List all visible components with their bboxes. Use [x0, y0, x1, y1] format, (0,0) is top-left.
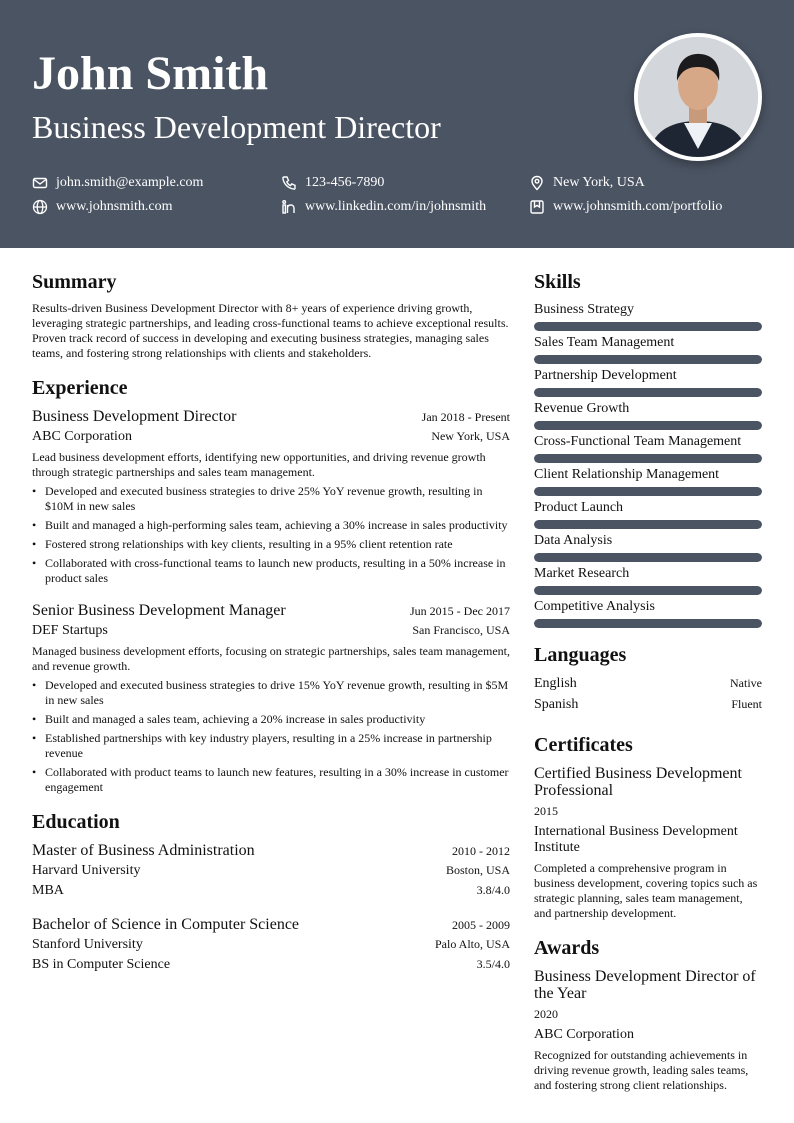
education-dates: 2005 - 2009 — [452, 918, 510, 932]
job-bullet: • Collaborated with cross-functional teams to launch new products, resulting in a 50% increase in product sales — [32, 556, 510, 586]
skill-bar-fill — [534, 421, 762, 430]
awards-heading: Awards — [534, 937, 600, 959]
education-gpa: 3.5/4.0 — [476, 957, 510, 971]
summary-text: Results-driven Business Development Director with 8+ years of experience driving growth, leveraging strategic partnerships, and leading cross-functional teams to achieve exceptional results. Proven track record of success in developing and executing business strategies, managing sales teams, and fostering strong relationships with clients and stakeholders. — [32, 301, 509, 360]
experience-heading: Experience — [32, 377, 128, 399]
skills-heading: Skills — [534, 271, 581, 293]
language-name: English — [534, 676, 577, 691]
linkedin-icon — [281, 199, 297, 215]
contact-location[interactable] — [529, 175, 645, 191]
candidate-title: Business Development Director — [32, 109, 441, 145]
skill-bar-track — [534, 553, 762, 562]
skill-name: Partnership Development — [534, 368, 677, 383]
language-item — [534, 694, 762, 715]
skill-name: Data Analysis — [534, 533, 613, 548]
education-heading: Education — [32, 811, 120, 833]
contact-portfolio[interactable] — [529, 199, 722, 215]
skill-bar-track — [534, 520, 762, 529]
education-item — [32, 915, 510, 975]
job-location: New York, USA — [431, 429, 510, 443]
awards-section — [534, 936, 762, 1093]
education-location: Boston, USA — [445, 863, 510, 877]
mail-icon — [32, 175, 48, 191]
skill-bar-fill — [534, 322, 762, 331]
skill-bar-track — [534, 619, 762, 628]
skill-bar-fill — [534, 388, 762, 397]
job-location: San Francisco, USA — [412, 623, 510, 637]
skill-bar-fill — [534, 355, 762, 364]
award-title: Business Development Director of the Year — [534, 968, 756, 1002]
globe-icon — [32, 199, 48, 215]
award-year: 2020 — [534, 1007, 558, 1021]
education-school: Stanford University — [32, 937, 143, 952]
skill-bar-fill — [534, 619, 762, 628]
job-company: DEF Startups — [32, 623, 108, 638]
skill-name: Market Research — [534, 566, 630, 581]
certificates-heading: Certificates — [534, 734, 633, 756]
skill-name: Product Launch — [534, 500, 624, 515]
skill-item — [534, 301, 762, 331]
skill-item — [534, 466, 762, 496]
skill-bar-track — [534, 322, 762, 331]
job-company: ABC Corporation — [32, 429, 132, 444]
experience-item — [32, 407, 510, 586]
left-column — [32, 270, 510, 975]
job-title: Business Development Director — [32, 408, 237, 425]
job-bullet: • Fostered strong relationships with key clients, resulting in a 95% client retention rate — [32, 537, 510, 552]
education-section — [32, 810, 510, 975]
job-bullets — [32, 678, 510, 795]
profile-photo — [634, 33, 762, 161]
language-level: Fluent — [731, 697, 762, 711]
education-degree: Master of Business Administration — [32, 842, 255, 859]
skill-item — [534, 499, 762, 529]
job-dates: Jun 2015 - Dec 2017 — [410, 604, 510, 618]
job-title: Senior Business Development Manager — [32, 602, 286, 619]
skills-section — [534, 270, 762, 628]
certificate-item — [534, 765, 762, 921]
skill-item — [534, 334, 762, 364]
skill-item — [534, 598, 762, 628]
contact-linkedin-text: www.linkedin.com/in/johnsmith — [305, 199, 487, 214]
language-level: Native — [730, 676, 762, 690]
candidate-name: John Smith — [32, 47, 269, 100]
skill-name: Revenue Growth — [534, 401, 630, 416]
education-field: MBA — [32, 883, 64, 898]
skill-bar-fill — [534, 553, 762, 562]
skill-bar-track — [534, 388, 762, 397]
languages-heading: Languages — [534, 644, 627, 666]
skill-name: Client Relationship Management — [534, 467, 720, 482]
language-name: Spanish — [534, 697, 579, 712]
job-bullets — [32, 484, 510, 586]
certificate-description: Completed a comprehensive program in business development, covering topics such as strategic planning, sales team management, and partnership development. — [534, 861, 758, 920]
profile-photo-illustration — [638, 37, 758, 157]
skill-bar-track — [534, 355, 762, 364]
experience-section — [32, 376, 510, 795]
job-dates: Jan 2018 - Present — [421, 410, 510, 424]
skill-bar-track — [534, 586, 762, 595]
resume-header — [0, 0, 794, 248]
education-item — [32, 841, 510, 901]
award-item — [534, 968, 762, 1093]
right-column — [534, 270, 762, 1093]
language-item — [534, 673, 762, 694]
skill-bar-fill — [534, 487, 762, 496]
contact-linkedin[interactable] — [281, 199, 486, 215]
skill-bar-track — [534, 421, 762, 430]
job-bullet: • Built and managed a sales team, achieving a 20% increase in sales productivity — [32, 712, 510, 727]
education-gpa: 3.8/4.0 — [476, 883, 510, 897]
contact-location-text: New York, USA — [553, 175, 645, 190]
job-bullet: • Established partnerships with key industry players, resulting in a 25% increase in partnership revenue — [32, 731, 510, 761]
education-school: Harvard University — [32, 863, 141, 878]
education-degree: Bachelor of Science in Computer Science — [32, 916, 300, 933]
skills-list — [534, 301, 762, 628]
skill-bar-fill — [534, 520, 762, 529]
contact-phone-text: 123-456-7890 — [305, 175, 385, 190]
location-icon — [529, 175, 545, 191]
job-bullet: • Built and managed a high-performing sales team, achieving a 30% increase in sales productivity — [32, 518, 510, 533]
summary-section — [32, 270, 510, 361]
skill-name: Sales Team Management — [534, 335, 675, 350]
skill-bar-fill — [534, 454, 762, 463]
contact-phone[interactable] — [281, 175, 384, 191]
skill-item — [534, 400, 762, 430]
education-location: Palo Alto, USA — [434, 937, 510, 951]
contact-website[interactable] — [32, 199, 173, 215]
skill-item — [534, 565, 762, 595]
job-bullet: • Developed and executed business strategies to drive 25% YoY revenue growth, resulting in $10M in new sales — [32, 484, 510, 514]
skill-bar-fill — [534, 586, 762, 595]
portfolio-icon — [529, 199, 545, 215]
experience-item — [32, 601, 510, 795]
award-issuer: ABC Corporation — [534, 1027, 634, 1042]
skill-bar-track — [534, 487, 762, 496]
job-description: Managed business development efforts, focusing on strategic partnerships, sales team management, and revenue growth. — [32, 644, 510, 673]
contact-portfolio-text: www.johnsmith.com/portfolio — [553, 199, 723, 214]
skill-name: Competitive Analysis — [534, 599, 655, 614]
skill-name: Cross-Functional Team Management — [534, 434, 742, 449]
skill-bar-track — [534, 454, 762, 463]
contact-email[interactable] — [32, 175, 203, 191]
languages-section — [534, 643, 762, 715]
skill-item — [534, 532, 762, 562]
certificates-section — [534, 733, 762, 921]
certificate-issuer: International Business Development Institute — [534, 824, 738, 855]
award-description: Recognized for outstanding achievements in driving revenue growth, leading sales teams, and fostering strong client relationships. — [534, 1048, 749, 1092]
contact-email-text: john.smith@example.com — [56, 175, 204, 190]
job-description: Lead business development efforts, identifying new opportunities, and driving revenue growth through strategic partnerships and sales team management. — [32, 450, 486, 479]
job-bullet: • Collaborated with product teams to launch new features, resulting in a 30% increase in customer engagement — [32, 765, 510, 795]
certificate-year: 2015 — [534, 804, 558, 818]
skill-item — [534, 433, 762, 463]
education-dates: 2010 - 2012 — [452, 844, 510, 858]
skill-item — [534, 367, 762, 397]
summary-heading: Summary — [32, 271, 117, 293]
phone-icon — [281, 175, 297, 191]
skill-name: Business Strategy — [534, 302, 634, 317]
education-field: BS in Computer Science — [32, 957, 171, 972]
job-bullet: • Developed and executed business strategies to drive 15% YoY revenue growth, resulting in $5M in new sales — [32, 678, 510, 708]
certificate-title: Certified Business Development Professional — [534, 765, 742, 799]
contact-website-text: www.johnsmith.com — [56, 199, 173, 214]
